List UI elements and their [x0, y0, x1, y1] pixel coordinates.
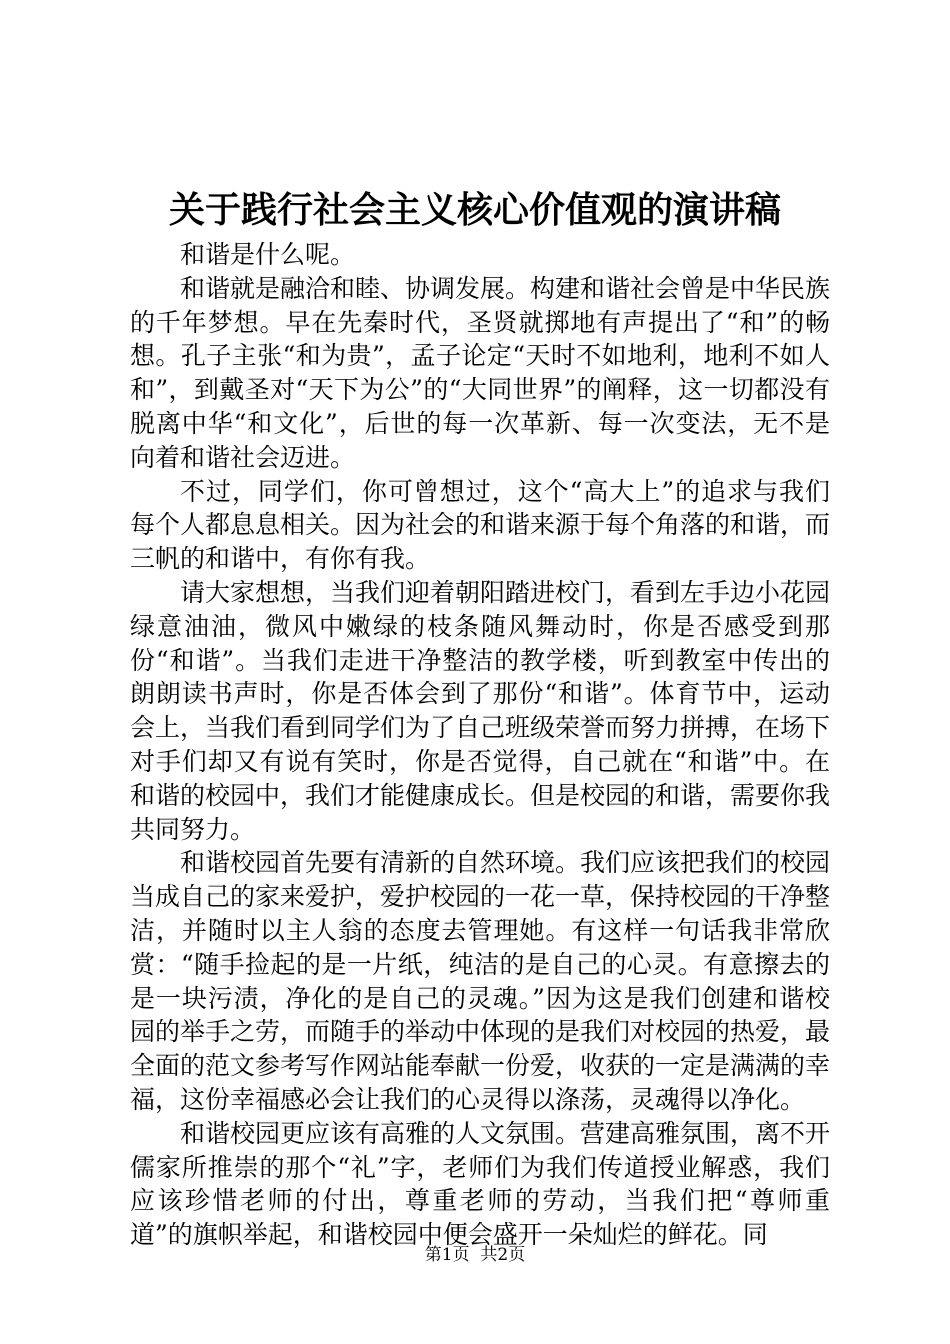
document-body [130, 238, 830, 1252]
paragraph-5: 和谐校园首先要有清新的自然环境。我们应该把我们的校园当成自己的家来爱护，爱护校园的一花一草，保持校园的干净整洁，并随时以主人翁的态度去管理她。有这样一句话我非常欣赏：“随手捡起的是一片纸，纯洁的是自己的心灵。有意擦去的是一块污渍，净化的是自己的灵魂。”因为这是我们创建和谐校园的举手之劳，而随手的举动中体现的是我们对校园的热爱，最全面的范文参考写作网站能奉献一份爱，收获的一定是满满的幸福，这份幸福感必会让我们的心灵得以涤荡，灵魂得以净化。 [130, 848, 831, 1114]
paragraph-1: 和谐是什么呢。 [180, 240, 356, 269]
page-footer [0, 1244, 950, 1266]
paragraph-2: 和谐就是融洽和睦、协调发展。构建和谐社会曾是中华民族的千年梦想。早在先秦时代，圣贤就掷地有声提出了“和”的畅想。孔子主张“和为贵”，孟子论定“天时不如地利，地利不如人和”，到戴圣对“天下为公”的“大同世界”的阐释，这一切都没有脱离中华“和文化”，后世的每一次革新、每一次变法，无不是向着和谐社会迈进。 [130, 273, 831, 472]
document-title: 关于践行社会主义核心价值观的演讲稿 [168, 189, 781, 231]
paragraph-3: 不过，同学们，你可曾想过，这个“高大上”的追求与我们每个人都息息相关。因为社会的和谐来源于每个角落的和谐，而三帆的和谐中，有你有我。 [130, 476, 831, 574]
paragraph-4: 请大家想想，当我们迎着朝阳踏进校门，看到左手边小花园绿意油油，微风中嫩绿的枝条随风舞动时，你是否感受到那份“和谐”。当我们走进干净整洁的教学楼，听到教室中传出的朗朗读书声时，你是否体会到了那份“和谐”。体育节中，运动会上，当我们看到同学们为了自己班级荣誉而努力拼搏，在场下对手们却又有说有笑时，你是否觉得，自己就在“和谐”中。在和谐的校园中，我们才能健康成长。但是校园的和谐，需要你我共同努力。 [130, 577, 831, 844]
page-number: 第1页 共2页 [424, 1245, 526, 1265]
paragraph-6: 和谐校园更应该有高雅的人文氛围。营建高雅氛围，离不开儒家所推崇的那个“礼”字，老师们为我们传道授业解惑，我们应该珍惜老师的付出，尊重老师的劳动，当我们把“尊师重道”的旗帜举起，和谐校园中便会盛开一朵灿烂的鲜花。同 [130, 1118, 831, 1250]
